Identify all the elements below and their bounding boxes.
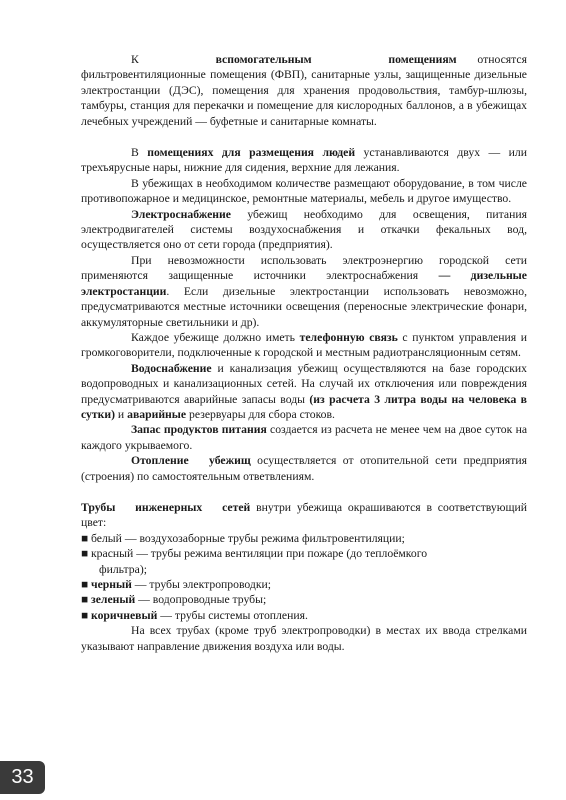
pipe-desc: — трубы электропроводки; (131, 578, 272, 591)
bold-term: Запас продуктов питания (131, 423, 267, 437)
text: относятся фильтровентиляционные помещения (ФВП), санитарные узлы, защищенные дизельные электростанции (ДЭС), помещения для хранения продовольствия, тамбур-шлюзы, тамбуры, станция для перекачки и помещение для кислородных баллонов, а в убежищах лечебных учреждений — буфетные и санитарные комнаты. (81, 53, 527, 128)
text: В убежищах в необходимом количестве размещают оборудование, в том числе противопожарное и медицинское, ремонтные материалы, мебель и другое имущество. (81, 176, 527, 206)
pipe-color-list (81, 531, 527, 623)
list-item (81, 546, 527, 577)
pipe-color: красный (91, 547, 134, 561)
pipe-desc-continuation: фильтра); (99, 562, 147, 576)
pipe-desc: — трубы режима вентиляции при пожаре (до теплоёмкого (133, 547, 428, 561)
paragraph-heating (81, 453, 527, 484)
page-number-badge: 33 (0, 761, 45, 794)
paragraph-telephone (81, 330, 527, 361)
paragraph-food-supply (81, 422, 527, 453)
pipe-color: зеленый (91, 593, 136, 607)
text: с пунктом управления и громкоговорители, подключенные к городской и местным радиотрансляционным сетям. (81, 330, 527, 360)
text: При невозможности использовать электроэнергию городской сети применяются защищенные источники электроснабжения (81, 253, 527, 283)
square-bullet-icon: ■ (81, 593, 89, 607)
text: устанавливаются двух — или трехъярусные нары, нижние для сидения, верхние для лежания. (81, 146, 527, 175)
square-bullet-icon: ■ (81, 531, 89, 545)
text: и канализация убежищ осуществляются на базе городских водопроводных и канализационных сетей. На случай их отключения или повреждения предусматриваются аварийные запасы воды (81, 361, 527, 406)
bold-term: (из расчета 3 литра воды на человека в сутки) (81, 392, 527, 421)
text: осуществляется от отопительной сети предприятия (строения) по самостоятельным ответвлениям. (81, 454, 527, 483)
square-bullet-icon: ■ (81, 578, 89, 591)
pipe-desc: — водопроводные трубы; (135, 593, 267, 607)
text: создается из расчета не менее чем на двое суток на каждого укрываемого. (81, 423, 528, 452)
text: убежищ необходимо для освещения, питания электродвигателей системы воздухоснабжения и откачки фекальных вод, осуществляется оно от сети города (предприятия). (81, 207, 527, 252)
paragraph-backup-power (81, 253, 527, 330)
paragraph-water-supply (81, 361, 527, 423)
paragraph-people-rooms (81, 145, 527, 176)
text: и (114, 407, 128, 421)
text: На всех трубах (кроме труб электропроводки) в местах их ввода стрелками указывают направление движения воздуха или воды. (81, 624, 527, 653)
paragraph-power-supply (81, 207, 527, 253)
list-item (81, 608, 527, 623)
list-item (81, 592, 527, 607)
text: В (131, 146, 148, 160)
bold-term: Трубы инженерных сетей (81, 500, 251, 514)
bold-term: Отопление убежищ (131, 454, 251, 468)
paragraph-auxiliary-rooms (81, 52, 527, 129)
text: внутри убежища окрашиваются в соответствующий цвет: (81, 500, 527, 530)
pipe-color: коричневый (91, 608, 158, 622)
text: Каждое убежище должно иметь (131, 330, 300, 344)
bold-term: помещениях для размещения людей (147, 146, 356, 160)
bold-term: Водоснабжение (131, 361, 212, 375)
paragraph-arrows (81, 623, 527, 654)
document-body (81, 52, 527, 654)
text: . Если дизельные электростанции использовать невозможно, предусматриваются местные источники освещения (переносные электрические фонари, аккумуляторные светильники и др). (81, 284, 527, 329)
paragraph-pipes-intro (81, 500, 527, 531)
bold-term: аварийные (127, 407, 187, 421)
text: К (131, 53, 139, 66)
pipe-color: черный (91, 578, 132, 591)
square-bullet-icon: ■ (81, 608, 89, 622)
paragraph-equipment (81, 176, 527, 207)
bold-term: телефонную связь (299, 330, 398, 344)
pipe-desc: — воздухозаборные трубы режима фильтровентиляции; (121, 531, 405, 545)
square-bullet-icon: ■ (81, 547, 89, 561)
pipe-desc: — трубы системы отопления. (157, 608, 308, 622)
pipe-color: белый (91, 531, 122, 545)
bold-term: вспомогательным помещениям (215, 53, 457, 66)
list-item (81, 531, 527, 546)
bold-term: — дизельные электростанции (81, 269, 527, 298)
list-item (81, 577, 527, 592)
text: резервуары для сбора стоков. (186, 407, 335, 421)
bold-term: Электроснабжение (131, 207, 231, 221)
